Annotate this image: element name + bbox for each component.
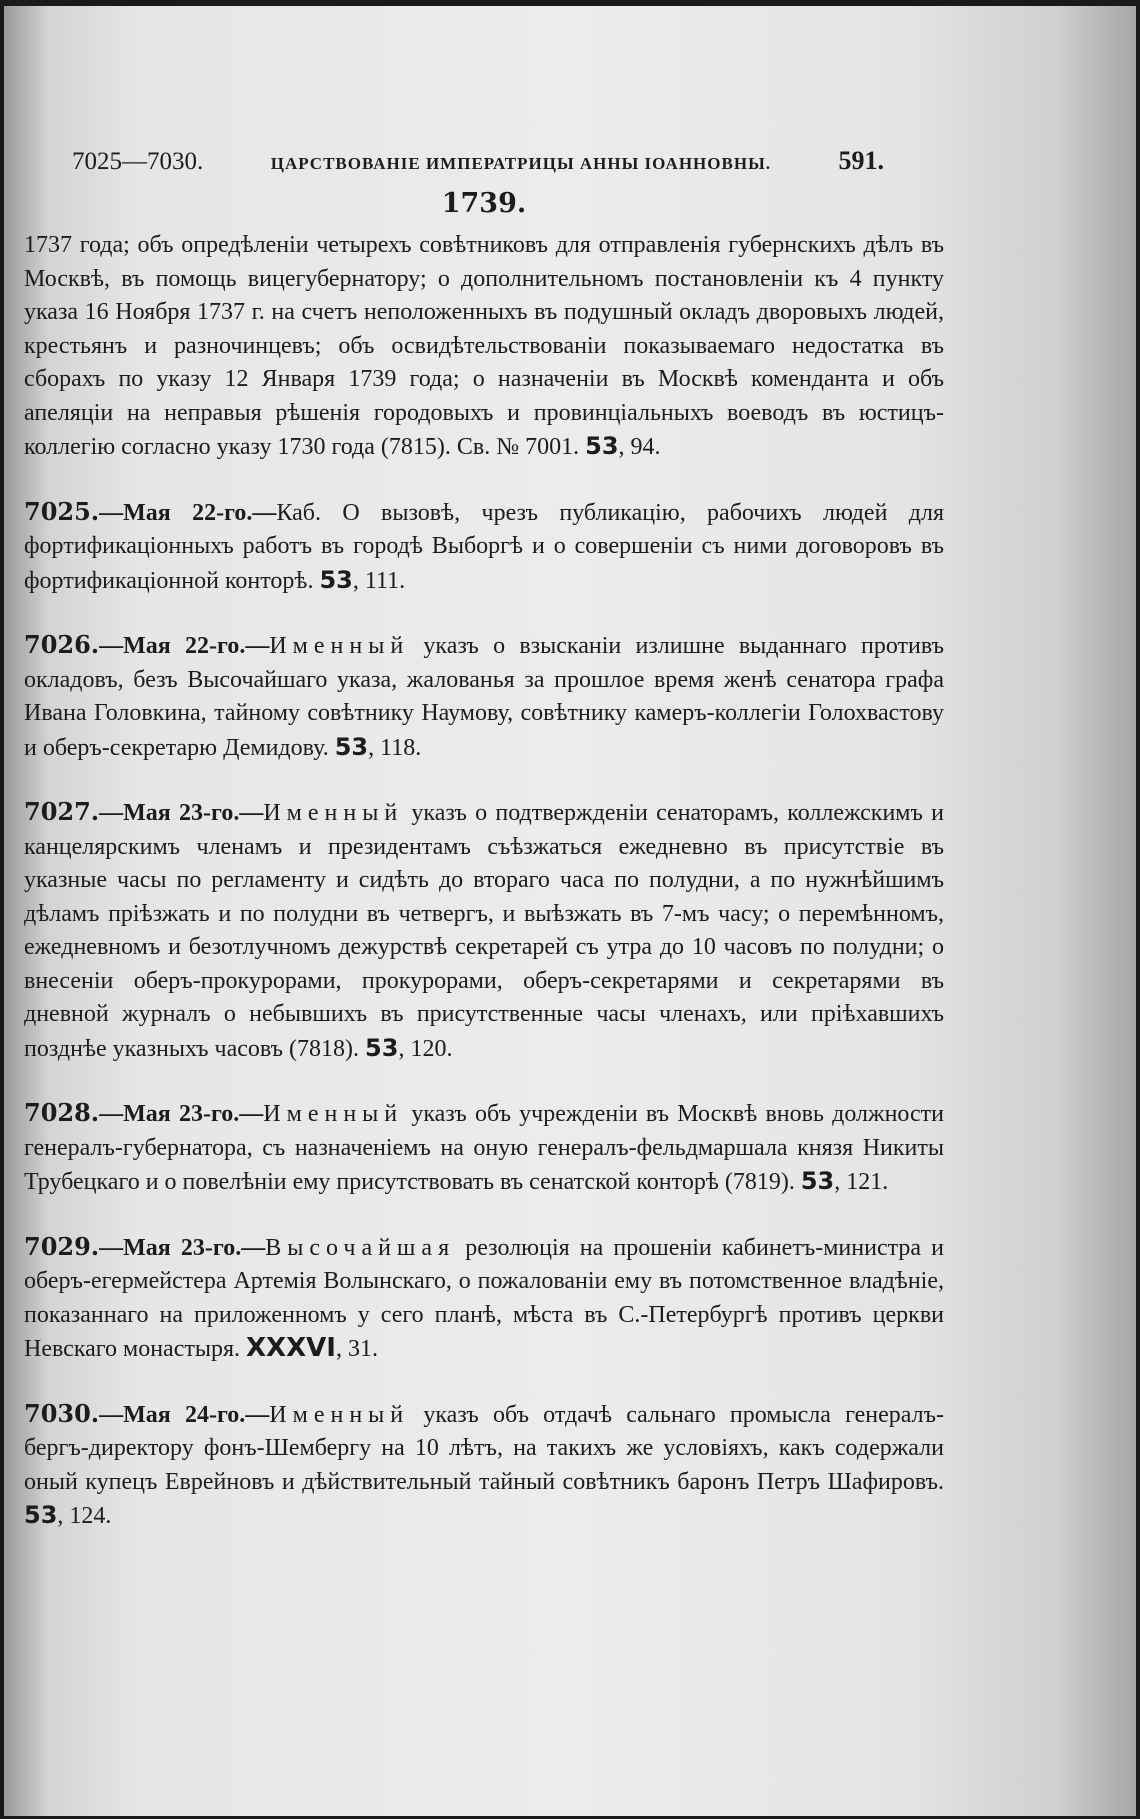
entry-ref-page: , 124. bbox=[57, 1503, 112, 1529]
running-title: ЦАРСТВОВАНІЕ ИМПЕРАТРИЦЫ АННЫ ІОАННОВНЫ. bbox=[270, 154, 772, 173]
entry-ref-volume: 53 bbox=[24, 1501, 58, 1529]
entry-ref-volume: 53 bbox=[365, 1033, 399, 1062]
page-number: 591. bbox=[838, 146, 884, 175]
entry-ref-page: , 121. bbox=[834, 1169, 889, 1195]
entry-ref-page: , 120. bbox=[398, 1035, 453, 1062]
entry-ref-volume: 53 bbox=[334, 732, 369, 761]
entry-date: —Мая 24-го.— bbox=[99, 1401, 270, 1428]
entry-range: 7025—7030. bbox=[72, 148, 204, 175]
book-page bbox=[4, 6, 1136, 1816]
entry-date: —Мая 23-го.— bbox=[99, 1101, 264, 1127]
intro-ref-page: , 94. bbox=[618, 434, 661, 460]
entry-ref-volume: 53 bbox=[319, 565, 353, 594]
entry-ref-volume: XXXVI bbox=[246, 1333, 336, 1363]
running-header bbox=[24, 146, 944, 186]
entry-ref-page: , 111. bbox=[352, 567, 406, 594]
entry-number: 7028. bbox=[24, 1098, 100, 1127]
entry-7029 bbox=[24, 1230, 944, 1367]
entry-7026 bbox=[24, 628, 944, 765]
entry-7027 bbox=[24, 795, 944, 1066]
entry-ref-volume: 53 bbox=[800, 1167, 835, 1195]
intro-text: 1737 года; объ опредѣленіи четырехъ совѣтниковъ для отправленія губернскихъ дѣлъ въ Москвѣ, въ помощь вицегубернатору; о дополнительномъ постановленіи къ 4 пункту указа 16 Ноября 1737 г. на счетъ неположенныхъ въ подушный окладъ дворовыхъ людей, крестьянъ и разночинцевъ; объ освидѣтельствованіи показываемаго недостатка въ сборахъ по указу 12 Января 1739 года; о назначеніи въ Москвѣ коменданта и объ апеляціи на неправыя рѣшенія городовыхъ и провинціальныхъ воеводъ въ юстицъ-коллегію согласно указу 1730 года (7815). Св. № 7001. bbox=[24, 232, 944, 460]
entry-kind: Именный bbox=[269, 633, 410, 659]
year-heading: 1739. bbox=[441, 188, 527, 219]
entry-kind: Именный bbox=[263, 1101, 404, 1127]
entry-number: 7030. bbox=[24, 1398, 100, 1428]
entry-body: указъ объ отдачѣ сальнаго промысла генералъ-бергъ-директору фонъ-Шембергу на 10 лѣтъ, на такихъ же условіяхъ, какъ содержали оный купецъ Еврейновъ и дѣйствительный тайный совѣтникъ баронъ Петръ Шафировъ. bbox=[24, 1401, 945, 1495]
entry-kind: Именный bbox=[263, 800, 404, 826]
entry-body: Каб. О вызовѣ, чрезъ публикацію, рабочихъ людей для фортификаціонныхъ работъ въ городѣ Выборгѣ и о совершеніи съ ними договоровъ въ фортификаціонной конторѣ. bbox=[24, 499, 944, 594]
intro-paragraph bbox=[24, 229, 944, 465]
entry-kind: Высочайшая bbox=[265, 1234, 456, 1261]
entry-ref-page: , 118. bbox=[368, 734, 422, 761]
entry-date: —Мая 22-го.— bbox=[99, 633, 270, 659]
entry-7028 bbox=[24, 1096, 944, 1200]
entry-7025 bbox=[24, 495, 944, 599]
entry-7030 bbox=[24, 1397, 944, 1534]
entry-kind: Именный bbox=[269, 1401, 410, 1428]
entry-body: указъ о взысканіи излишне выданнаго противъ окладовъ, безъ Высочайшаго указа, жалованья за прошлое время женѣ сенатора графа Ивана Головкина, тайному совѣтнику Наумову, совѣтнику камеръ-коллегіи Голохвастову и оберъ-секретарю Демидову. bbox=[24, 633, 945, 761]
entry-body: указъ объ учрежденіи въ Москвѣ вновь должности генералъ-губернатора, съ назначеніемъ на оную генералъ-фельдмаршала князя Никиты Трубецкаго и о повелѣніи ему присутствовать въ сенатской конторѣ (7819). bbox=[24, 1101, 945, 1195]
entry-body: резолюція на прошеніи кабинетъ-министра и оберъ-егермейстера Артемія Волынскаго, о пожалованіи ему въ потомственное владѣніе, показаннаго на приложенномъ у сего планѣ, мѣста въ С.-Петербургѣ противъ церкви Невскаго монастыря. bbox=[24, 1234, 944, 1362]
entry-number: 7027. bbox=[24, 797, 100, 826]
entry-number: 7029. bbox=[24, 1231, 100, 1261]
entry-body: указъ о подтвержденіи сенаторамъ, коллежскимъ и канцелярскимъ членамъ и президентамъ съѣзжаться ежедневно въ присутствіе въ указные часы по регламенту и сидѣть до втораго часа по полудни, а по нужнѣйшимъ дѣламъ пріѣзжать и по полудни въ четвергъ, и выѣзжать въ 7-мъ часу; о перемѣнномъ, ежедневномъ и безотлучномъ дежурствѣ секретарей съ утра до 10 часовъ по полудни; о внесеніи оберъ-прокурорами, прокурорами, оберъ-секретарями и секретарями въ дневной журналъ о небывшихъ въ присутственные часы членахъ, или пріѣхавшихъ позднѣе указныхъ часовъ (7818). bbox=[24, 800, 944, 1062]
entry-ref-page: , 31. bbox=[335, 1336, 378, 1362]
entry-date: —Мая 22-го.— bbox=[99, 499, 277, 526]
entry-number: 7025. bbox=[24, 496, 100, 526]
entry-number: 7026. bbox=[24, 630, 100, 659]
entry-date: —Мая 23-го.— bbox=[99, 800, 264, 826]
entry-date: —Мая 23-го.— bbox=[99, 1234, 266, 1261]
text-block bbox=[24, 146, 944, 1534]
intro-ref-volume: 53 bbox=[585, 432, 619, 460]
